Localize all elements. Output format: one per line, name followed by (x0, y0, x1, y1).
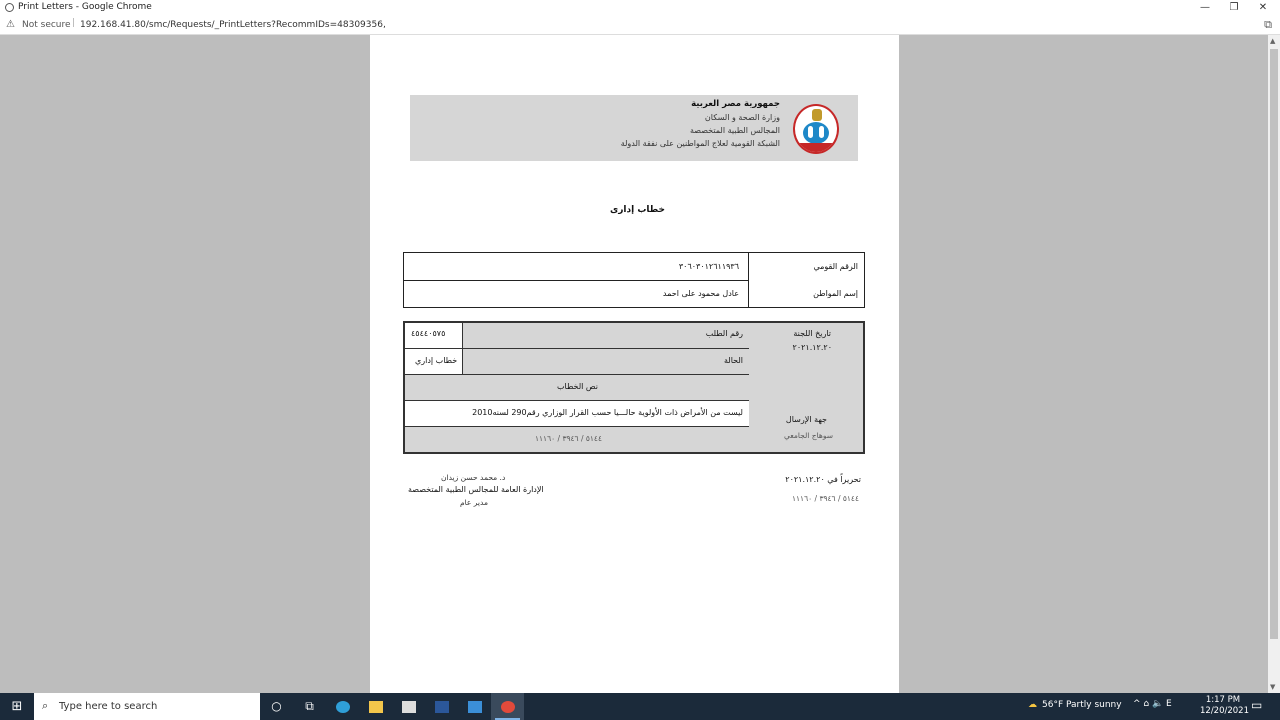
signatory-title: مدير عام (460, 498, 488, 507)
cortana-icon[interactable]: ○ (271, 699, 282, 713)
restore-button[interactable]: ❐ (1229, 2, 1239, 13)
clock[interactable] (1200, 695, 1249, 717)
taskbar (0, 693, 1280, 720)
committee-date-label: تاريخ اللجنة (793, 329, 831, 338)
address-bar[interactable] (0, 16, 1280, 35)
taskbar-search[interactable] (34, 693, 260, 720)
citizen-name-value: عادل محمود على احمد (662, 289, 739, 298)
scroll-down-icon[interactable]: ▼ (1270, 683, 1276, 691)
page-scrollbar[interactable] (1268, 35, 1280, 693)
table-row (404, 253, 864, 281)
scrollbar-thumb[interactable] (1270, 49, 1278, 639)
chrome-icon (5, 3, 14, 12)
request-table (403, 321, 865, 454)
clock-date: 12/20/2021 (1200, 706, 1249, 716)
letter-text-label: نص الخطاب (405, 375, 749, 401)
request-code: ٥١٤٤ / ٣٩٤٦ / ١١١٦٠ (405, 427, 749, 452)
footer-code: ٥١٤٤ / ٣٩٤٦ / ١١١٦٠ (792, 494, 859, 503)
search-placeholder: Type here to search (59, 701, 158, 712)
search-icon: ⌕ (42, 699, 49, 712)
header-country: جمهورية مصر العربية (691, 99, 780, 109)
task-view-icon[interactable]: ⧉ (305, 699, 314, 713)
letter-title: خطاب إدارى (610, 205, 666, 215)
weather-sun-icon: ☁ (1028, 700, 1037, 710)
citizen-name-label: إسم المواطن (748, 280, 864, 307)
letter-page (370, 35, 899, 693)
edge-icon[interactable] (326, 693, 359, 720)
word-icon[interactable] (425, 693, 458, 720)
status-value: خطاب إداري (405, 349, 463, 375)
signatory-name: د. محمد حسن زيدان (441, 473, 506, 482)
national-id-label: الرقم القومي (748, 253, 864, 280)
file-explorer-icon[interactable] (359, 693, 392, 720)
header-network: الشبكة القومية لعلاج المواطنين على نفقة الدولة (620, 139, 780, 148)
window-title: Print Letters - Google Chrome (18, 2, 152, 12)
status-label: الحالة (463, 349, 749, 375)
mail-icon[interactable] (458, 693, 491, 720)
clock-time: 1:17 PM (1205, 695, 1241, 705)
national-id-value: ٣٠٦٠٣٠١٢٦١١٩٣٦ (678, 262, 739, 271)
sender-value: سوهاج الجامعي (783, 431, 833, 440)
system-tray[interactable]: ^ ⌂ 🔈 E (1133, 699, 1172, 709)
header-ministry: وزارة الصحة و السكان (704, 113, 780, 122)
notification-icon[interactable]: ▭ (1251, 698, 1263, 712)
sender-label: جهة الإرسال (785, 415, 827, 424)
security-label[interactable]: Not secure (22, 20, 71, 30)
store-icon[interactable] (392, 693, 425, 720)
request-side-panel (748, 323, 863, 452)
title-bar (0, 0, 1280, 16)
extension-icon[interactable]: ⧉ (1264, 18, 1272, 31)
warning-icon[interactable]: ⚠ (6, 19, 15, 30)
written-on-date: تحريراً في ٢٠٢١.١٢.٢٠ (785, 475, 861, 484)
request-number-label: رقم الطلب (463, 323, 749, 349)
minimize-button[interactable]: — (1200, 2, 1210, 13)
scroll-up-icon[interactable]: ▲ (1270, 37, 1276, 45)
letter-text-value: ليست من الأمراض ذات الأولوية حالـــيا حسب القرار الوزاري رقم290 لسنه2010 (405, 401, 749, 427)
request-number-value: ٤٥٤٤٠٥٧٥ (405, 323, 463, 349)
address-separator: | (72, 18, 76, 28)
citizen-table (403, 252, 865, 308)
weather-widget[interactable] (1028, 700, 1122, 710)
chrome-taskbar-icon[interactable] (491, 693, 524, 720)
letter-header (410, 95, 858, 161)
url-text[interactable]: 192.168.41.80/smc/Requests/_PrintLetters?RecommIDs=48309356, (80, 20, 386, 30)
windows-start-icon[interactable]: ⊞ (11, 699, 23, 714)
weather-text: 56°F Partly sunny (1042, 700, 1122, 710)
signatory-department: الإدارة العامة للمجالس الطبية المتخصصة (408, 485, 544, 494)
close-button[interactable]: ✕ (1258, 2, 1268, 13)
committee-date-value: ٢٠٢١.١٢.٢٠ (792, 343, 832, 352)
table-row (404, 280, 864, 307)
ministry-logo-icon (793, 104, 839, 154)
header-councils: المجالس الطبية المتخصصة (690, 126, 780, 135)
